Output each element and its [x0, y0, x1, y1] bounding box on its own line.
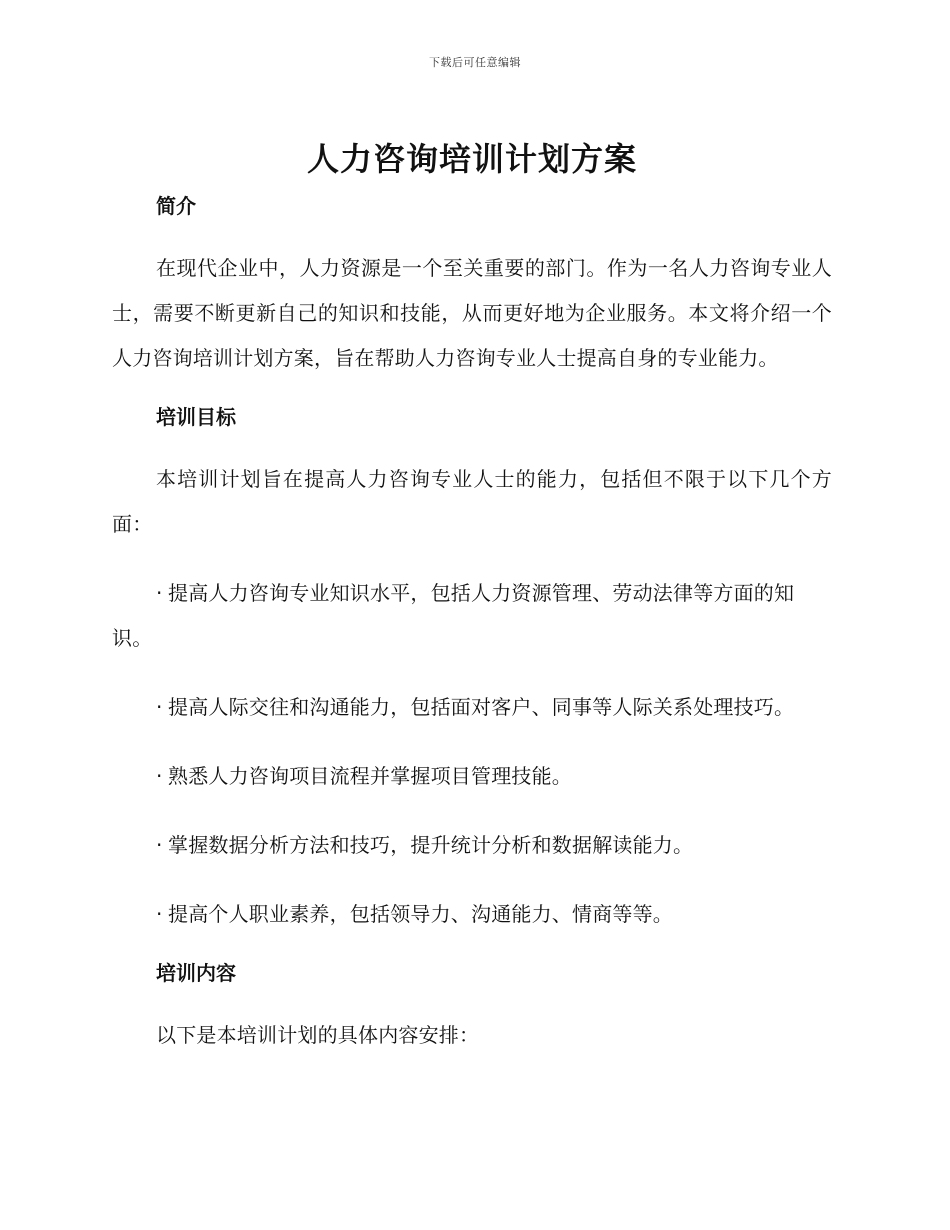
- goal-bullet-text: 提高个人职业素养，包括领导力、沟通能力、情商等等。: [168, 902, 673, 927]
- section-heading-content: 培训内容: [156, 961, 236, 986]
- goal-bullet-item: [112, 892, 832, 937]
- goal-bullet-text: 熟悉人力咨询项目流程并掌握项目管理技能。: [168, 764, 572, 789]
- bullet-marker: ·: [156, 695, 163, 720]
- bullet-marker: ·: [156, 902, 163, 927]
- goal-bullet-text: 提高人力咨询专业知识水平，包括人力资源管理、劳动法律等方面的知识。: [112, 581, 795, 651]
- content-paragraph: 以下是本培训计划的具体内容安排：: [156, 1023, 480, 1048]
- goals-paragraph: 本培训计划旨在提高人力咨询专业人士的能力，包括但不限于以下几个方面：: [112, 467, 832, 537]
- bullet-marker: ·: [156, 581, 163, 606]
- goal-bullet-text: 提高人际交往和沟通能力，包括面对客户、同事等人际关系处理技巧。: [168, 695, 795, 720]
- section-heading-goals: 培训目标: [156, 405, 236, 430]
- bullet-marker: ·: [156, 764, 163, 789]
- section-heading-intro: 简介: [156, 194, 196, 219]
- intro-paragraph: 在现代企业中，人力资源是一个至关重要的部门。作为一名人力咨询专业人士，需要不断更新自己的知识和技能，从而更好地为企业服务。本文将介绍一个人力咨询培训计划方案，旨在帮助人力咨询专业人士提高自身的专业能力。: [112, 256, 832, 371]
- page-header: 下载后可任意编辑: [429, 56, 521, 69]
- goal-bullet-item: [112, 685, 832, 730]
- goal-bullet-item: [112, 754, 832, 799]
- goal-bullet-text: 掌握数据分析方法和技巧，提升统计分析和数据解读能力。: [168, 833, 694, 858]
- document-body: [112, 140, 832, 1082]
- bullet-marker: ·: [156, 833, 163, 858]
- goal-bullet-item: [112, 571, 832, 661]
- goal-bullet-item: [112, 823, 832, 868]
- document-title: 人力咨询培训计划方案: [306, 140, 637, 178]
